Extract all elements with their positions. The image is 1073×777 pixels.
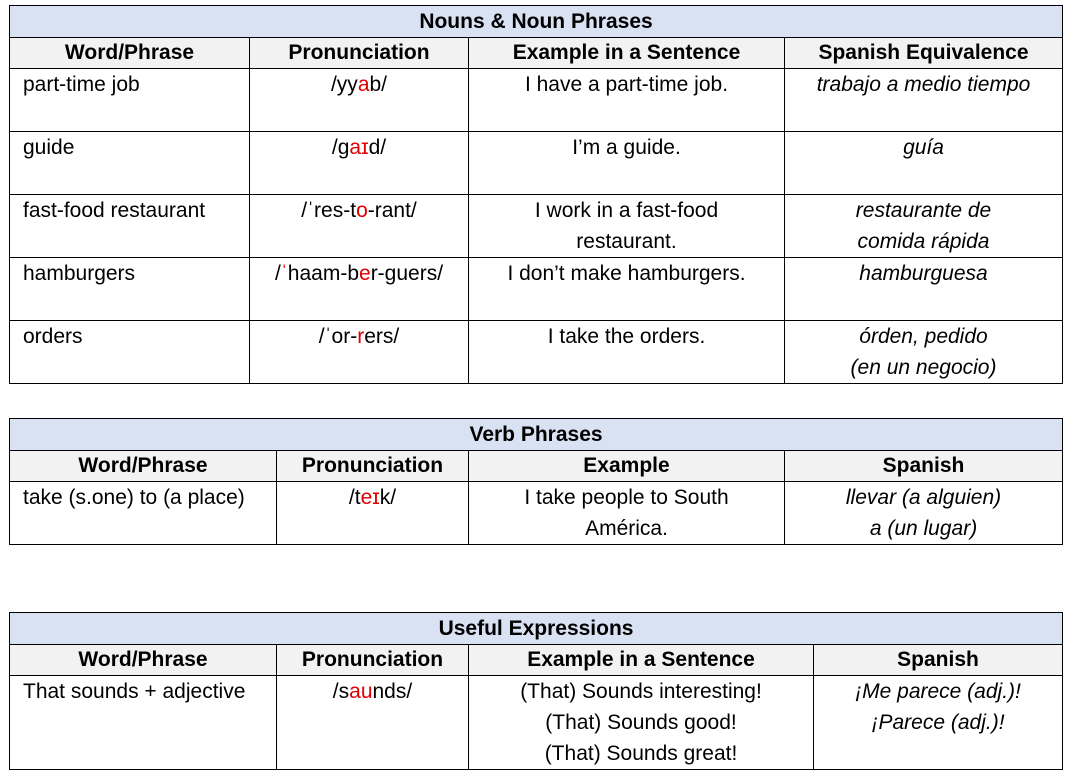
column-header: Spanish Equivalence [785, 38, 1063, 69]
verbs-table [9, 418, 1063, 545]
table-title: Verb Phrases [10, 419, 1063, 451]
column-header: Pronunciation [277, 645, 469, 676]
table-row [10, 258, 1063, 321]
word-cell: hamburgers [10, 258, 250, 321]
column-header: Word/Phrase [10, 645, 277, 676]
example-cell: I have a part-time job. [469, 69, 785, 132]
column-header: Pronunciation [277, 451, 469, 482]
spanish-cell: ¡Me parece (adj.)! ¡Parece (adj.)! [814, 676, 1063, 770]
table-row [10, 321, 1063, 384]
table-title: Nouns & Noun Phrases [10, 6, 1063, 38]
example-cell: (That) Sounds interesting! (That) Sounds good! (That) Sounds great! [469, 676, 814, 770]
spanish-cell: llevar (a alguien) a (un lugar) [785, 482, 1063, 545]
word-cell: guide [10, 132, 250, 195]
spanish-cell: hamburguesa [785, 258, 1063, 321]
example-cell: I’m a guide. [469, 132, 785, 195]
word-cell: part-time job [10, 69, 250, 132]
example-cell: I work in a fast-food restaurant. [469, 195, 785, 258]
table-title: Useful Expressions [10, 613, 1063, 645]
column-header: Pronunciation [250, 38, 469, 69]
column-header: Spanish [785, 451, 1063, 482]
pronunciation-cell: /ˈor-rers/ [250, 321, 469, 384]
spanish-cell: guía [785, 132, 1063, 195]
example-cell: I don’t make hamburgers. [469, 258, 785, 321]
word-cell: take (s.one) to (a place) [10, 482, 277, 545]
spanish-cell: restaurante de comida rápida [785, 195, 1063, 258]
pronunciation-cell: /yyab/ [250, 69, 469, 132]
pronunciation-cell: /teɪk/ [277, 482, 469, 545]
table-row [10, 69, 1063, 132]
word-cell: fast-food restaurant [10, 195, 250, 258]
pronunciation-cell: /gaɪd/ [250, 132, 469, 195]
pronunciation-cell: /saunds/ [277, 676, 469, 770]
expressions-table [9, 612, 1063, 770]
column-header: Example in a Sentence [469, 38, 785, 69]
spanish-cell: órden, pedido (en un negocio) [785, 321, 1063, 384]
pronunciation-cell: /ˈhaam-ber-guers/ [250, 258, 469, 321]
pronunciation-cell: /ˈres-to-rant/ [250, 195, 469, 258]
table-row [10, 132, 1063, 195]
column-header: Word/Phrase [10, 38, 250, 69]
table-row [10, 195, 1063, 258]
column-header: Example [469, 451, 785, 482]
table-row [10, 676, 1063, 770]
column-header: Example in a Sentence [469, 645, 814, 676]
example-cell: I take people to South América. [469, 482, 785, 545]
nouns-table [9, 5, 1063, 384]
example-cell: I take the orders. [469, 321, 785, 384]
column-header: Word/Phrase [10, 451, 277, 482]
spanish-cell: trabajo a medio tiempo [785, 69, 1063, 132]
word-cell: That sounds + adjective [10, 676, 277, 770]
column-header: Spanish [814, 645, 1063, 676]
table-row [10, 482, 1063, 545]
word-cell: orders [10, 321, 250, 384]
